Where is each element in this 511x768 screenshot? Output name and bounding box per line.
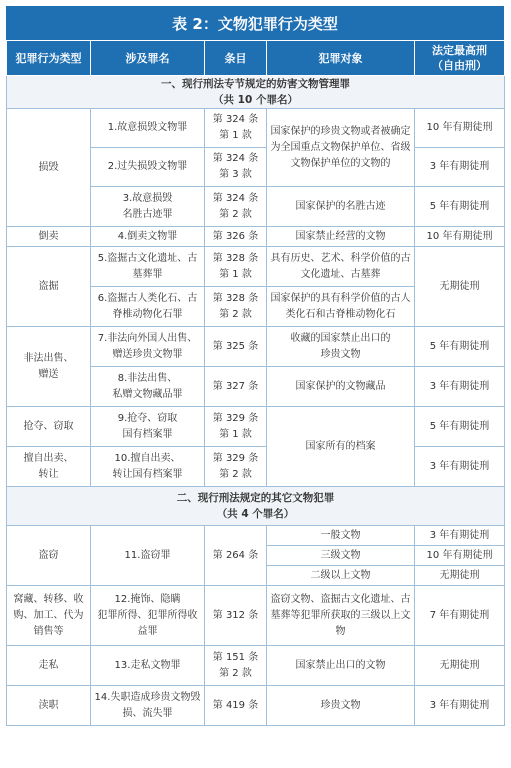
header-crime-name: 涉及罪名	[91, 41, 205, 76]
article-cell: 第 324 条 第 3 款	[205, 148, 267, 187]
penalty-cell: 3 年有期徒刑	[415, 526, 505, 546]
article-cell: 第 264 条	[205, 526, 267, 586]
article-cell: 第 312 条	[205, 586, 267, 646]
object-cell: 具有历史、艺术、科学价值的古文化遗址、古墓葬	[267, 247, 415, 287]
penalty-cell: 10 年有期徒刑	[415, 546, 505, 566]
article-cell: 第 326 条	[205, 227, 267, 247]
table-row	[7, 227, 505, 247]
table-row	[7, 686, 505, 726]
header-crime-type: 犯罪行为类型	[7, 41, 91, 76]
section-heading-2	[7, 487, 505, 526]
article-cell: 第 328 条 第 1 款	[205, 247, 267, 287]
crime-cell: 4.倒卖文物罪	[91, 227, 205, 247]
crime-cell: 5.盗掘古文化遗址、古墓葬罪	[91, 247, 205, 287]
crime-cell: 1.故意损毁文物罪	[91, 109, 205, 148]
object-cell: 三级文物	[267, 546, 415, 566]
object-cell: 国家保护的具有科学价值的古人类化石和古脊椎动物化石	[267, 287, 415, 327]
section-row	[7, 76, 505, 109]
object-cell: 珍贵文物	[267, 686, 415, 726]
section-heading-1	[7, 76, 505, 109]
crime-cell: 3.故意损毁 名胜古迹罪	[91, 187, 205, 227]
crime-cell: 2.过失损毁文物罪	[91, 148, 205, 187]
type-cell: 非法出售、 赠送	[7, 327, 91, 407]
penalty-cell: 10 年有期徒刑	[415, 109, 505, 148]
table-row	[7, 407, 505, 447]
type-cell: 盗掘	[7, 247, 91, 327]
table-row	[7, 586, 505, 646]
type-cell: 窝藏、转移、收购、加工、代为销售等	[7, 586, 91, 646]
object-cell: 国家禁止出口的文物	[267, 646, 415, 686]
section-count: （共 4 个罪名）	[216, 508, 295, 520]
section-row	[7, 487, 505, 526]
object-cell: 国家禁止经营的文物	[267, 227, 415, 247]
object-cell: 国家所有的档案	[267, 407, 415, 487]
article-cell: 第 328 条 第 2 款	[205, 287, 267, 327]
object-cell: 一般文物	[267, 526, 415, 546]
header-object: 犯罪对象	[267, 41, 415, 76]
article-cell: 第 329 条 第 2 款	[205, 447, 267, 487]
header-max-penalty: 法定最高刑 （自由刑）	[415, 41, 505, 76]
header-article: 条目	[205, 41, 267, 76]
table-row	[7, 247, 505, 287]
object-cell: 盗窃文物、盗掘古文化遗址、古墓葬等犯罪所获取的三级以上文物	[267, 586, 415, 646]
crime-cell: 13.走私文物罪	[91, 646, 205, 686]
table-row	[7, 646, 505, 686]
table-row	[7, 327, 505, 367]
header-row	[7, 41, 505, 76]
type-cell: 擅自出卖、 转让	[7, 447, 91, 487]
penalty-cell: 3 年有期徒刑	[415, 447, 505, 487]
type-cell: 倒卖	[7, 227, 91, 247]
penalty-cell: 5 年有期徒刑	[415, 407, 505, 447]
article-cell: 第 151 条 第 2 款	[205, 646, 267, 686]
object-cell: 二级以上文物	[267, 566, 415, 586]
section-count: （共 10 个罪名）	[213, 94, 298, 106]
object-cell: 收藏的国家禁止出口的 珍贵文物	[267, 327, 415, 367]
crime-cell: 7.非法向外国人出售、赠送珍贵文物罪	[91, 327, 205, 367]
crime-cell: 6.盗掘古人类化石、古脊椎动物化石罪	[91, 287, 205, 327]
table-row	[7, 526, 505, 546]
penalty-cell: 10 年有期徒刑	[415, 227, 505, 247]
penalty-cell: 无期徒刑	[415, 566, 505, 586]
crime-cell: 11.盗窃罪	[91, 526, 205, 586]
article-cell: 第 324 条 第 2 款	[205, 187, 267, 227]
object-cell: 国家保护的名胜古迹	[267, 187, 415, 227]
article-cell: 第 329 条 第 1 款	[205, 407, 267, 447]
type-cell: 损毁	[7, 109, 91, 227]
crime-types-table	[6, 40, 505, 726]
section-title: 二、现行刑法规定的其它文物犯罪	[176, 492, 335, 504]
article-cell: 第 325 条	[205, 327, 267, 367]
penalty-cell: 7 年有期徒刑	[415, 586, 505, 646]
type-cell: 走私	[7, 646, 91, 686]
penalty-cell: 3 年有期徒刑	[415, 148, 505, 187]
penalty-cell: 5 年有期徒刑	[415, 327, 505, 367]
type-cell: 盗窃	[7, 526, 91, 586]
penalty-cell: 3 年有期徒刑	[415, 686, 505, 726]
type-cell: 渎职	[7, 686, 91, 726]
type-cell: 抢夺、窃取	[7, 407, 91, 447]
crime-cell: 10.擅自出卖、 转让国有档案罪	[91, 447, 205, 487]
crime-cell: 14.失职造成珍贵文物毁损、流失罪	[91, 686, 205, 726]
article-cell: 第 327 条	[205, 367, 267, 407]
section-title: 一、现行刑法专节规定的妨害文物管理罪	[161, 78, 350, 90]
penalty-cell: 无期徒刑	[415, 646, 505, 686]
article-cell: 第 324 条 第 1 款	[205, 109, 267, 148]
penalty-cell: 5 年有期徒刑	[415, 187, 505, 227]
object-cell: 国家保护的文物藏品	[267, 367, 415, 407]
penalty-cell: 3 年有期徒刑	[415, 367, 505, 407]
crime-cell: 8.非法出售、 私赠文物藏品罪	[91, 367, 205, 407]
crime-cell: 9.抢夺、窃取 国有档案罪	[91, 407, 205, 447]
table-title: 表 2：文物犯罪行为类型	[6, 6, 504, 40]
article-cell: 第 419 条	[205, 686, 267, 726]
penalty-cell: 无期徒刑	[415, 247, 505, 327]
object-cell: 国家保护的珍贵文物或者被确定为全国重点文物保护单位、省级文物保护单位的文物的	[267, 109, 415, 187]
table-row	[7, 109, 505, 148]
table-row	[7, 447, 505, 487]
crime-cell: 12.掩饰、隐瞒 犯罪所得、犯罪所得收益罪	[91, 586, 205, 646]
